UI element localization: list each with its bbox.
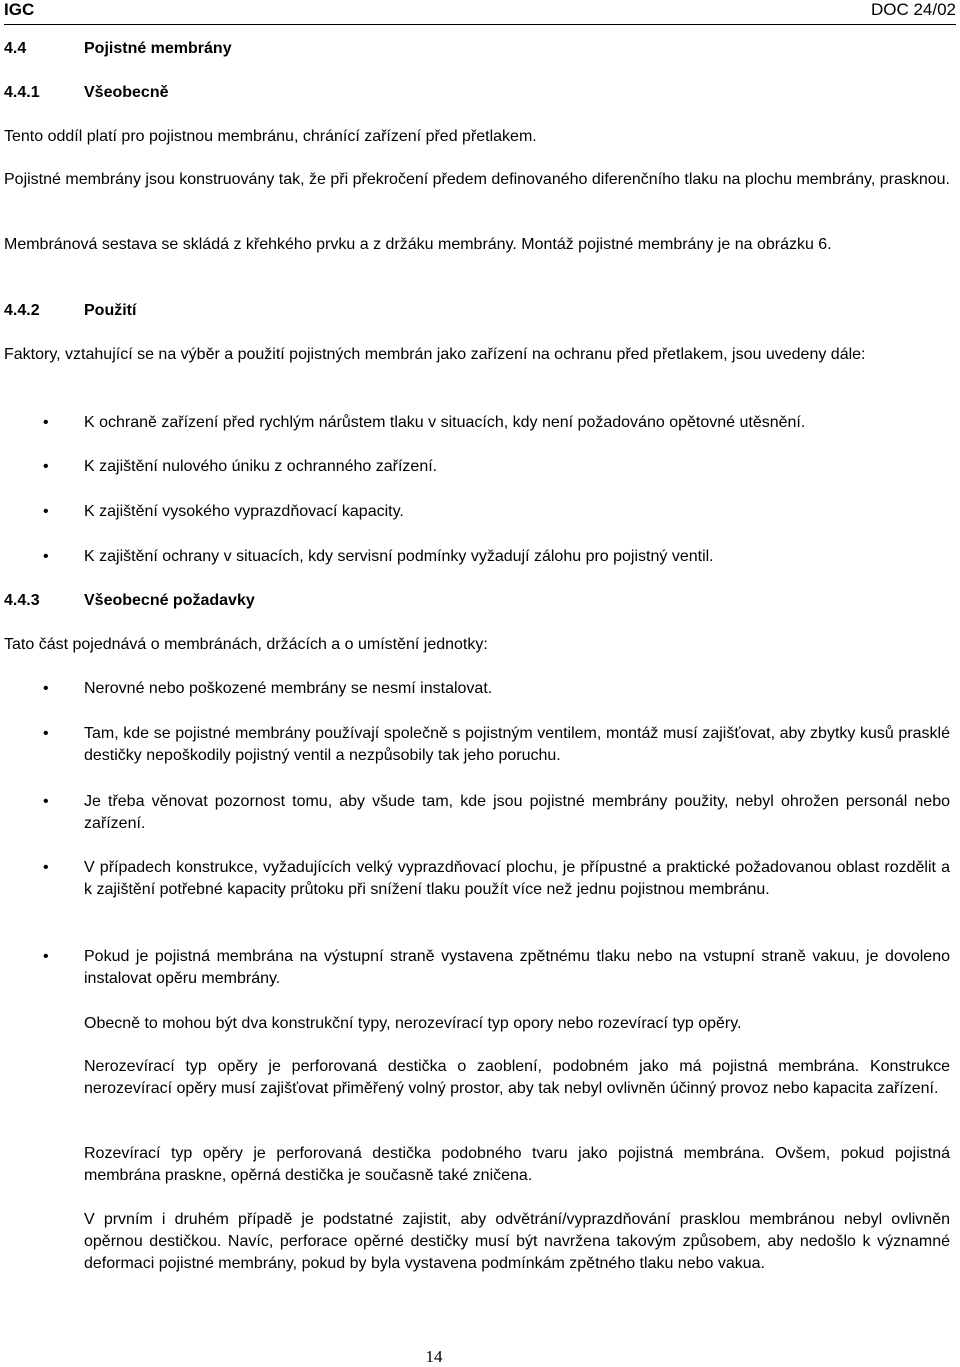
indented-paragraph: Rozevírací typ opěry je perforovaná destička podobného tvaru jako pojistná membrána. Ovšem, pokud pojistná membrána praskne, opěrná destička je současně také zničena. [84, 1145, 950, 1184]
indented-paragraph: V prvním i druhém případě je podstatné zajistit, aby odvětrání/vyprazdňování prasklou membránou nebyl ovlivněn opěrnou destičkou. Navíc, perforace opěrné destičky musí být navržena takovým způsobem, aby nedošlo k významné deformaci pojistné membrány, pokud by byla vystavena podmínkám zpětného tlaku nebo vakua. [84, 1211, 950, 1272]
heading-number: 4.4.2 [4, 302, 40, 319]
paragraph-factors: Faktory, vztahující se na výběr a použití pojistných membrán jako zařízení na ochranu před přetlakem, jsou uvedeny dále: [4, 346, 866, 363]
list-item: • K ochraně zařízení před rychlým nárůstem tlaku v situacích, kdy není požadováno opětovné utěsnění. [84, 412, 950, 434]
page-header [4, 0, 956, 25]
page-number: 14 [425, 1347, 443, 1366]
heading-number: 4.4.1 [4, 84, 40, 101]
list-item: • K zajištění nulového úniku z ochranného zařízení. [84, 456, 950, 478]
list-item: • V případech konstrukce, vyžadujících velký vyprazdňovací plochu, je přípustné a praktické požadovanou oblast rozdělit a k zajištění potřebné kapacity průtoku při snížení tlaku použít více než jednu pojistnou membránu. [84, 857, 950, 901]
heading-4-4-1 [4, 82, 168, 104]
heading-4-4 [4, 38, 232, 60]
list-item: • Nerovné nebo poškozené membrány se nesmí instalovat. [84, 678, 950, 700]
heading-title: Použití [84, 302, 137, 319]
paragraph-assembly: Membránová sestava se skládá z křehkého prvku a z držáku membrány. Montáž pojistné membrány je na obrázku 6. [4, 236, 832, 253]
paragraph-requirements-intro: Tato část pojednává o membránách, držácích a o umístění jednotky: [4, 636, 488, 653]
list-item: • Tam, kde se pojistné membrány používají společně s pojistným ventilem, montáž musí zajišťovat, aby zbytky kusů prasklé destičky nepoškodily pojistný ventil a nezpůsobily tak jeho poruchu. [84, 723, 950, 767]
indented-paragraph: Obecně to mohou být dva konstrukční typy, nerozevírací typ opory nebo rozevírací typ opěry. [84, 1015, 742, 1032]
heading-title: Všeobecné požadavky [84, 592, 255, 609]
list-item: • Pokud je pojistná membrána na výstupní straně vystavena zpětnému tlaku nebo na vstupní straně vakuu, je dovoleno instalovat opěru membrány. [84, 946, 950, 990]
indented-paragraph: Nerozevírací typ opěry je perforovaná destička o zaoblení, podobném jako má pojistná membrána. Konstrukce nerozevírací opěry musí zajišťovat přiměřený volný prostor, aby tak nebyl ovlivněn účinný provoz nebo kapacita zařízení. [84, 1058, 950, 1097]
header-doc-number: DOC 24/02 [870, 0, 956, 19]
header-org: IGC [4, 0, 35, 19]
heading-number: 4.4 [4, 40, 27, 57]
list-item: • K zajištění ochrany v situacích, kdy servisní podmínky vyžadují zálohu pro pojistný ventil. [84, 546, 950, 568]
paragraph-construction: Pojistné membrány jsou konstruovány tak, že při překročení předem definovaného diferenčního tlaku na plochu membrány, prasknou. [4, 171, 950, 188]
heading-number: 4.4.3 [4, 592, 40, 609]
list-item: • Je třeba věnovat pozornost tomu, aby všude tam, kde jsou pojistné membrány použity, nebyl ohrožen personál nebo zařízení. [84, 791, 950, 835]
heading-4-4-3 [4, 590, 255, 612]
list-item: • K zajištění vysokého vyprazdňovací kapacity. [84, 501, 950, 523]
paragraph-scope: Tento oddíl platí pro pojistnou membránu, chránící zařízení před přetlakem. [4, 128, 537, 145]
heading-title: Všeobecně [84, 84, 169, 101]
heading-4-4-2 [4, 300, 136, 322]
heading-title: Pojistné membrány [84, 40, 232, 57]
